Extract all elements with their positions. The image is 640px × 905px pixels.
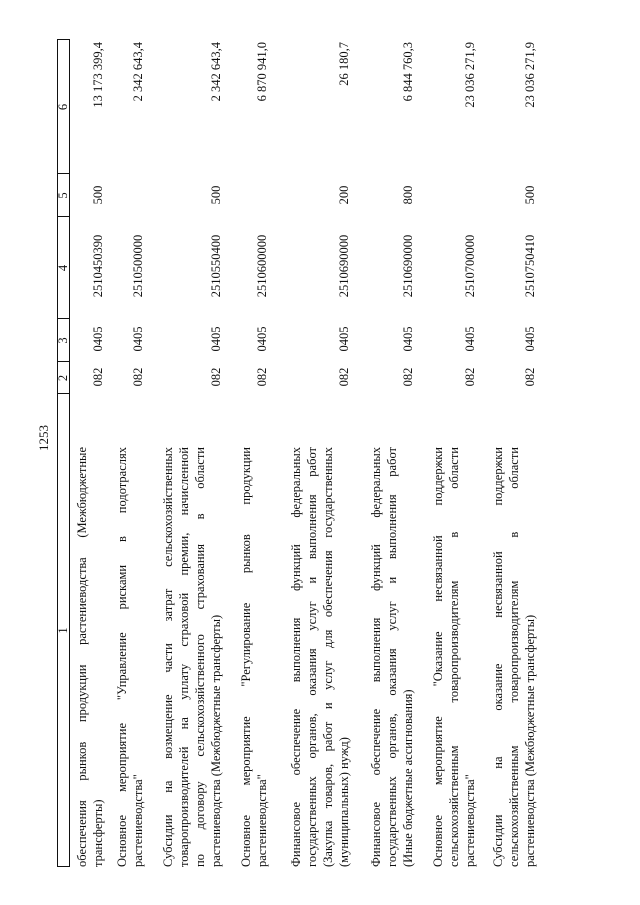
table-row-description: Основное мероприятие "Управление рисками в подотраслях растениеводства" — [115, 447, 145, 867]
table-cell-amount: 23 036 271,9 — [523, 42, 537, 108]
table-row-description: Основное мероприятие "Регулирование рынков продукции растениеводства" — [239, 447, 269, 867]
table-cell-target: 2510750410 — [523, 234, 537, 298]
table-cell-amount: 6 870 941,0 — [255, 42, 269, 102]
table-cell-section: 0405 — [91, 326, 105, 352]
table-cell-ministry: 082 — [337, 367, 351, 387]
header-col-3: 3 — [56, 337, 70, 344]
header-col-4: 4 — [56, 264, 70, 272]
table-cell-section: 0405 — [337, 326, 351, 352]
table-cell-target: 2510450390 — [91, 234, 105, 298]
table-cell-expense-type: 500 — [209, 185, 223, 205]
table-cell-target: 2510550400 — [209, 234, 223, 298]
header-col-6: 6 — [56, 103, 70, 111]
table-cell-section: 0405 — [131, 326, 145, 352]
table-cell-target: 2510700000 — [463, 234, 477, 298]
table-cell-ministry: 082 — [401, 367, 415, 387]
table-cell-amount: 23 036 271,9 — [463, 42, 477, 108]
table-cell-section: 0405 — [209, 326, 223, 352]
table-cell-section: 0405 — [255, 326, 269, 352]
table-cell-amount: 13 173 399,4 — [91, 42, 105, 108]
table-cell-target: 2510600000 — [255, 234, 269, 298]
table-row-description: Финансовое обеспечение выполнения функций федеральных государственных органов, оказания услуг и выполнения работ (Иные бюджетные ассигнования) — [369, 447, 415, 867]
table-cell-ministry: 082 — [463, 367, 477, 387]
header-col-5: 5 — [56, 192, 70, 199]
table-cell-ministry: 082 — [91, 367, 105, 387]
table-cell-expense-type: 500 — [91, 185, 105, 205]
table-row-description: Финансовое обеспечение выполнения функций федеральных государственных органов, оказания услуг и выполнения работ (Закупка товаров, работ и услуг для обеспечения государственных (муниципальных) нужд) — [289, 447, 351, 867]
table-row-description: обеспечения рынков продукции растениеводства (Межбюджетные трансферты) — [75, 447, 105, 867]
page-number: 1253 — [36, 425, 51, 451]
header-col-2: 2 — [56, 374, 70, 382]
table-cell-section: 0405 — [401, 326, 415, 352]
table-cell-amount: 6 844 760,3 — [401, 42, 415, 102]
table-cell-expense-type: 500 — [523, 185, 537, 205]
table-cell-ministry: 082 — [209, 367, 223, 387]
table-cell-expense-type: 200 — [337, 185, 351, 205]
table-cell-section: 0405 — [463, 326, 477, 352]
table-cell-section: 0405 — [523, 326, 537, 352]
table-cell-amount: 2 342 643,4 — [131, 42, 145, 102]
table-cell-target: 2510500000 — [131, 234, 145, 298]
table-row-description: Субсидии на оказание несвязанной поддержки сельскохозяйственным товаропроизводителям в области растениеводства (Межбюджетные трансферты) — [491, 447, 537, 867]
table-cell-expense-type: 800 — [401, 185, 415, 205]
header-col-1: 1 — [56, 627, 70, 634]
table-cell-ministry: 082 — [131, 367, 145, 387]
table-cell-amount: 26 180,7 — [337, 42, 351, 86]
table-cell-amount: 2 342 643,4 — [209, 42, 223, 102]
table-row-description: Основное мероприятие "Оказание несвязанной поддержки сельскохозяйственным товаропроизводителям в области растениеводства" — [431, 447, 477, 867]
table-cell-ministry: 082 — [255, 367, 269, 387]
table-cell-target: 2510690000 — [401, 234, 415, 298]
table-row-description: Субсидии на возмещение части затрат сельскохозяйственных товаропроизводителей на уплату страховой премии, начисленной по договору сельскохозяйственного страхования в области растениеводства (Межбюджетные трансферты) — [161, 447, 223, 867]
table-cell-ministry: 082 — [523, 367, 537, 387]
table-cell-target: 2510690000 — [337, 234, 351, 298]
